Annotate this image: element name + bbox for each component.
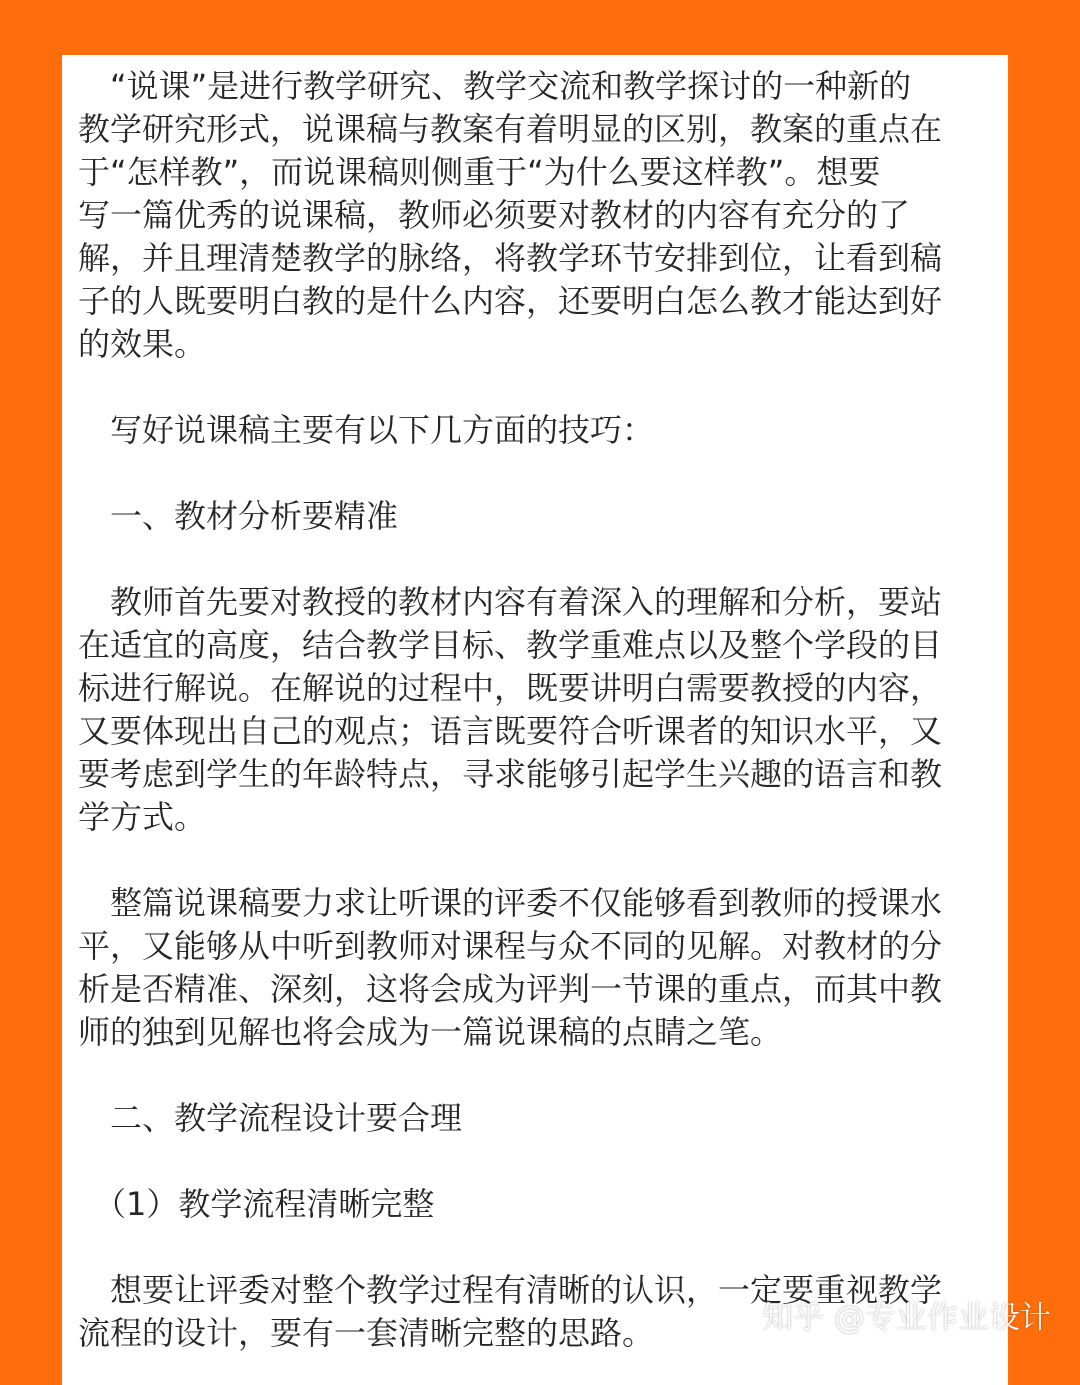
section-heading-2: 二、教学流程设计要合理 (78, 1099, 463, 1137)
paragraph-gap (78, 366, 994, 409)
paragraph-gap (78, 1140, 994, 1183)
text-line: 析是否精准、深刻，这将会成为评判一节课的重点，而其中教 (78, 970, 943, 1008)
paragraph-gap (78, 452, 994, 495)
text-line: 整篇说课稿要力求让听课的评委不仅能够看到教师的授课水 (78, 884, 943, 922)
text-line: 标进行解说。在解说的过程中，既要讲明白需要教授的内容， (78, 669, 943, 707)
tips-intro: 写好说课稿主要有以下几方面的技巧： (78, 411, 655, 449)
intro-paragraph (78, 65, 994, 366)
text-line: 学方式。 (78, 798, 207, 836)
text-line: 的效果。 (78, 325, 207, 363)
text-line: 子的人既要明白教的是什么内容，还要明白怎么教才能达到好 (78, 282, 943, 320)
section-heading-1: 一、教材分析要精准 (78, 497, 399, 535)
text-line: 流程的设计，要有一套清晰完整的思路。 (78, 1314, 655, 1352)
text-line: 又要体现出自己的观点；语言既要符合听课者的知识水平，又 (78, 712, 943, 750)
article-body (78, 65, 994, 1355)
subheading-1: （1）教学流程清晰完整 (78, 1185, 435, 1223)
text-line: 教师首先要对教授的教材内容有着深入的理解和分析，要站 (78, 583, 943, 621)
text-line: 想要让评委对整个教学过程有清晰的认识，一定要重视教学 (78, 1271, 943, 1309)
text-line: 平，又能够从中听到教师对课程与众不同的见解。对教材的分 (78, 927, 943, 965)
text-line: 教学研究形式，说课稿与教案有着明显的区别，教案的重点在 (78, 110, 943, 148)
text-line: “说课”是进行教学研究、教学交流和教学探讨的一种新的 (78, 67, 912, 105)
text-line: 写一篇优秀的说课稿，教师必须要对教材的内容有充分的了 (78, 196, 911, 234)
document-page (62, 55, 1008, 1385)
paragraph-gap (78, 1226, 994, 1269)
paragraph-gap (78, 538, 994, 581)
text-line: 师的独到见解也将会成为一篇说课稿的点睛之笔。 (78, 1013, 783, 1051)
text-line: 在适宜的高度，结合教学目标、教学重难点以及整个学段的目 (78, 626, 943, 664)
paragraph-2 (78, 882, 994, 1054)
text-line: 于“怎样教”，而说课稿则侧重于“为什么要这样教”。想要 (78, 153, 881, 191)
zhihu-watermark: 知乎 @专业作业设计 (762, 1300, 1051, 1336)
paragraph-gap (78, 1054, 994, 1097)
text-line: 要考虑到学生的年龄特点，寻求能够引起学生兴趣的语言和教 (78, 755, 943, 793)
text-line: 解，并且理清楚教学的脉络，将教学环节安排到位，让看到稿 (78, 239, 943, 277)
paragraph-1 (78, 581, 994, 839)
paragraph-gap (78, 839, 994, 882)
